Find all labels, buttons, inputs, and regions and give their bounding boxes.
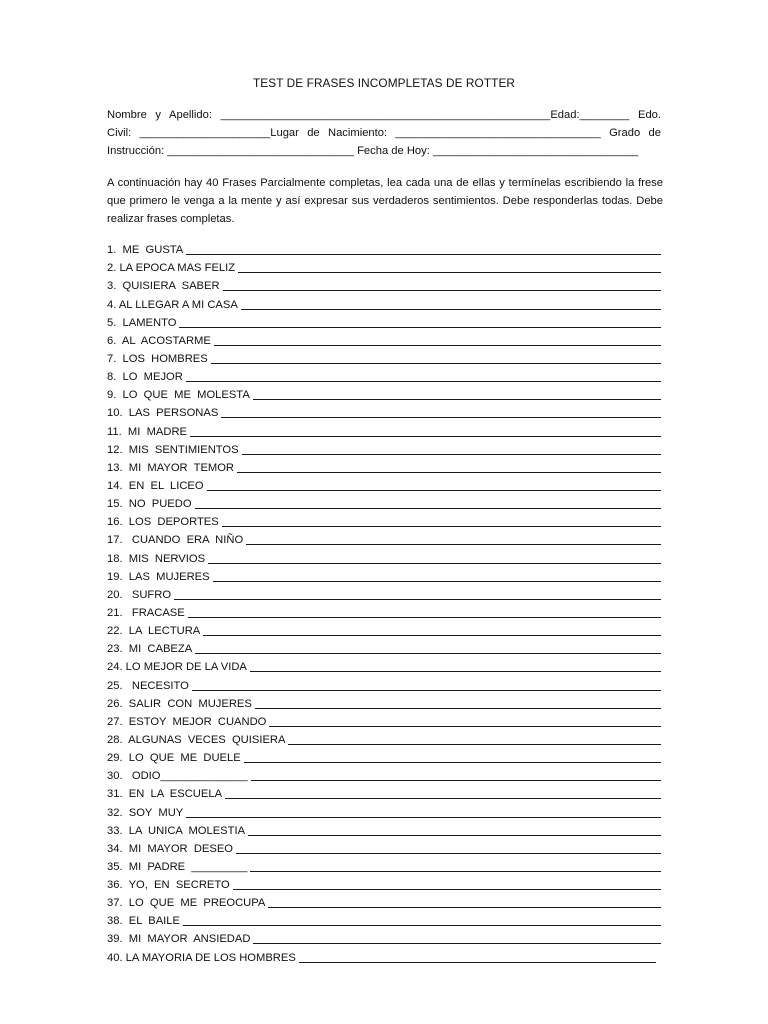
- sentence-item: [107, 476, 661, 494]
- sentence-prompt: 26. SALIR CON MUJERES: [107, 697, 252, 710]
- answer-blank-line: [214, 345, 661, 346]
- sentence-prompt: 22. LA LECTURA: [107, 625, 201, 638]
- answer-blank-line: [248, 835, 661, 836]
- sentence-item: [107, 947, 661, 965]
- sentence-prompt: 25. NECESITO: [107, 679, 189, 692]
- sentence-prompt: 8. LO MEJOR: [107, 371, 183, 384]
- answer-blank-line: [241, 309, 661, 310]
- sentence-item: [107, 875, 661, 893]
- answer-blank-line: [221, 417, 661, 418]
- sentence-item: [107, 494, 661, 512]
- answer-blank-line: [250, 671, 661, 672]
- answer-blank-line: [269, 726, 661, 727]
- sentence-item: [107, 839, 661, 857]
- sentence-item: [107, 512, 661, 530]
- sentence-item: [107, 857, 661, 875]
- answer-blank-line: [203, 635, 661, 636]
- sentence-item: [107, 712, 661, 730]
- sentence-prompt: 4. AL LLEGAR A MI CASA: [107, 298, 238, 311]
- answer-blank-line: [251, 780, 661, 781]
- sentence-item: [107, 802, 661, 820]
- answer-blank-line: [211, 363, 661, 364]
- sentence-prompt: 3. QUISIERA SABER: [107, 280, 220, 293]
- sentence-item: [107, 639, 661, 657]
- sentence-prompt: 21. FRACASE: [107, 606, 185, 619]
- sentence-item: [107, 440, 661, 458]
- sentence-item: [107, 748, 661, 766]
- sentence-item: [107, 621, 661, 639]
- sentence-prompt: 2. LA EPOCA MAS FELIZ: [107, 262, 236, 275]
- answer-blank-line: [236, 853, 661, 854]
- answer-blank-line: [253, 943, 661, 944]
- sentence-prompt: 34. MI MAYOR DESEO: [107, 842, 233, 855]
- header-civil-birthplace-line: Civil: _____________________Lugar de Nacimiento: _________________________________ Grado de: [107, 127, 661, 139]
- sentence-item: [107, 367, 661, 385]
- sentence-item: [107, 675, 661, 693]
- sentence-item: [107, 349, 661, 367]
- answer-blank-line: [244, 762, 661, 763]
- answer-blank-line: [246, 544, 661, 545]
- sentence-prompt: 17. CUANDO ERA NIÑO: [107, 534, 244, 547]
- sentence-item: [107, 821, 661, 839]
- sentence-item: [107, 766, 661, 784]
- sentence-prompt: 37. LO QUE ME PREOCUPA: [107, 897, 266, 910]
- answer-blank-line: [207, 490, 661, 491]
- sentence-prompt: 5. LAMENTO: [107, 316, 177, 329]
- sentence-item: [107, 893, 661, 911]
- sentence-item: [107, 784, 661, 802]
- sentence-prompt: 10. LAS PERSONAS: [107, 407, 219, 420]
- answer-blank-line: [255, 708, 661, 709]
- sentence-prompt: 18. MIS NERVIOS: [107, 552, 206, 565]
- sentence-item: [107, 458, 661, 476]
- answer-blank-line: [288, 744, 661, 745]
- header-instruction-date-line: Instrucción: ______________________________ Fecha de Hoy: _________________________________: [107, 145, 639, 157]
- sentence-prompt: 24. LO MEJOR DE LA VIDA: [107, 661, 247, 674]
- answer-blank-line: [225, 798, 661, 799]
- sentence-item: [107, 911, 661, 929]
- sentence-prompt: 30. ODIO______________: [107, 770, 248, 783]
- sentence-list: [107, 240, 661, 966]
- sentence-item: [107, 313, 661, 331]
- sentence-item: [107, 530, 661, 548]
- sentence-item: [107, 730, 661, 748]
- instructions-paragraph: [107, 174, 663, 229]
- sentence-prompt: 35. MI PADRE _________: [107, 860, 248, 873]
- answer-blank-line: [186, 381, 661, 382]
- sentence-item: [107, 603, 661, 621]
- sentence-prompt: 32. SOY MUY: [107, 806, 184, 819]
- answer-blank-line: [237, 472, 661, 473]
- sentence-prompt: 7. LOS HOMBRES: [107, 352, 208, 365]
- sentence-item: [107, 240, 661, 258]
- sentence-prompt: 36. YO, EN SECRETO: [107, 879, 230, 892]
- answer-blank-line: [222, 526, 661, 527]
- answer-blank-line: [238, 272, 661, 273]
- answer-blank-line: [188, 617, 661, 618]
- sentence-item: [107, 294, 661, 312]
- sentence-item: [107, 421, 661, 439]
- answer-blank-line: [208, 563, 661, 564]
- answer-blank-line: [179, 327, 661, 328]
- sentence-item: [107, 403, 661, 421]
- sentence-prompt: 39. MI MAYOR ANSIEDAD: [107, 933, 251, 946]
- sentence-item: [107, 694, 661, 712]
- sentence-prompt: 1. ME GUSTA: [107, 244, 184, 257]
- sentence-item: [107, 385, 661, 403]
- answer-blank-line: [250, 871, 661, 872]
- sentence-prompt: 9. LO QUE ME MOLESTA: [107, 389, 250, 402]
- sentence-item: [107, 657, 661, 675]
- answer-blank-line: [186, 817, 661, 818]
- answer-blank-line: [242, 454, 661, 455]
- answer-blank-line: [233, 889, 661, 890]
- answer-blank-line: [190, 436, 661, 437]
- instructions-line: que primero le venga a la mente y así expresar sus verdaderos sentimientos. Debe responderlas todas. Debe: [107, 195, 663, 208]
- sentence-prompt: 12. MIS SENTIMIENTOS: [107, 443, 239, 456]
- answer-blank-line: [192, 690, 661, 691]
- answer-blank-line: [195, 653, 661, 654]
- sentence-prompt: 16. LOS DEPORTES: [107, 516, 219, 529]
- sentence-prompt: 27. ESTOY MEJOR CUANDO: [107, 715, 267, 728]
- sentence-prompt: 28. ALGUNAS VECES QUISIERA: [107, 733, 286, 746]
- sentence-prompt: 11. MI MADRE: [107, 425, 187, 438]
- answer-blank-line: [213, 581, 661, 582]
- answer-blank-line: [183, 925, 661, 926]
- sentence-prompt: 20. SUFRO: [107, 588, 172, 601]
- answer-blank-line: [268, 907, 661, 908]
- sentence-prompt: 14. EN EL LICEO: [107, 479, 204, 492]
- page-title: TEST DE FRASES INCOMPLETAS DE ROTTER: [252, 76, 516, 90]
- answer-blank-line: [223, 290, 661, 291]
- instructions-line: A continuación hay 40 Frases Parcialmente completas, lea cada una de ellas y termínelas escribiendo la frese: [107, 177, 663, 189]
- answer-blank-line: [299, 962, 656, 963]
- sentence-prompt: 6. AL ACOSTARME: [107, 334, 211, 347]
- sentence-item: [107, 258, 661, 276]
- answer-blank-line: [174, 599, 661, 600]
- sentence-prompt: 19. LAS MUJERES: [107, 570, 210, 583]
- header-name-age-line: Nombre y Apellido: _____________________________________________________Edad:________ Edo.: [107, 109, 661, 121]
- answer-blank-line: [195, 508, 661, 509]
- sentence-item: [107, 929, 661, 947]
- sentence-prompt: 29. LO QUE ME DUELE: [107, 752, 241, 765]
- sentence-prompt: 23. MI CABEZA: [107, 643, 193, 656]
- sentence-prompt: 38. EL BAILE: [107, 915, 180, 928]
- instructions-line: realizar frases completas.: [107, 213, 235, 226]
- sentence-prompt: 31. EN LA ESCUELA: [107, 788, 223, 801]
- answer-blank-line: [186, 254, 661, 255]
- sentence-item: [107, 567, 661, 585]
- sentence-item: [107, 548, 661, 566]
- sentence-prompt: 13. MI MAYOR TEMOR: [107, 461, 235, 474]
- sentence-item: [107, 276, 661, 294]
- answer-blank-line: [253, 399, 661, 400]
- sentence-item: [107, 585, 661, 603]
- sentence-item: [107, 331, 661, 349]
- sentence-prompt: 40. LA MAYORIA DE LOS HOMBRES: [107, 951, 296, 964]
- sentence-prompt: 15. NO PUEDO: [107, 498, 192, 511]
- sentence-prompt: 33. LA UNICA MOLESTIA: [107, 824, 246, 837]
